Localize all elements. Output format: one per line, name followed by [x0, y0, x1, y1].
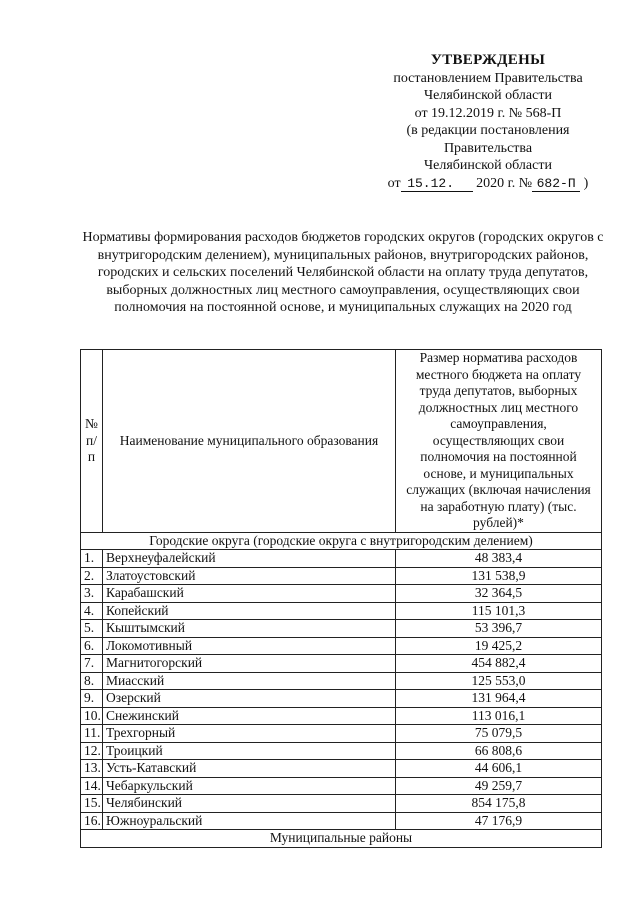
section-municipal-districts — [81, 830, 602, 848]
table-row — [81, 690, 602, 708]
table-row — [81, 672, 602, 690]
row-name: Златоустовский — [103, 567, 396, 585]
header-value: Размер норматива расходов местного бюджета на оплату труда депутатов, выборных должностных лиц местного самоуправления, осуществляющих свои полномочия на постоянной основе, и муниципальных служащих (включая начисления на заработную плату) (тыс. рублей)* — [396, 350, 602, 533]
row-value: 131 538,9 — [396, 567, 602, 585]
document-title: Нормативы формирования расходов бюджетов городских округов (городских округов с внутригородским делением), муниципальных районов, внутригородских районов, городских и сельских поселений Челябинской области на оплату труда депутатов, выборных должностных лиц местного самоуправления, осуществляющих свои полномочия на постоянной основе, и муниципальных служащих на 2020 год — [82, 230, 604, 315]
row-value: 49 259,7 — [396, 777, 602, 795]
row-num: 13. — [81, 760, 103, 778]
table-row — [81, 725, 602, 743]
row-num: 1. — [81, 550, 103, 568]
row-name: Озерский — [103, 690, 396, 708]
row-num: 14. — [81, 777, 103, 795]
row-value: 44 606,1 — [396, 760, 602, 778]
approval-title: УТВЕРЖДЕНЫ — [430, 52, 546, 68]
row-value: 66 808,6 — [396, 742, 602, 760]
row-num: 8. — [81, 672, 103, 690]
row-value: 19 425,2 — [396, 637, 602, 655]
row-num: 15. — [81, 795, 103, 813]
amendment-year: 2020 г. № — [476, 175, 533, 191]
row-name: Трехгорный — [103, 725, 396, 743]
row-value: 115 101,3 — [396, 602, 602, 620]
table-row — [81, 585, 602, 603]
amendment-line — [368, 175, 608, 193]
row-value: 53 396,7 — [396, 620, 602, 638]
approval-line-3: от 19.12.2019 г. № 568-П — [414, 105, 562, 121]
row-num: 7. — [81, 655, 103, 673]
row-value: 47 176,9 — [396, 812, 602, 830]
row-num: 16. — [81, 812, 103, 830]
row-name: Верхнеуфалейский — [103, 550, 396, 568]
approval-stamp — [368, 52, 608, 192]
table-row — [81, 812, 602, 830]
table-header-row — [81, 350, 602, 533]
row-value: 48 383,4 — [396, 550, 602, 568]
row-name: Копейский — [103, 602, 396, 620]
approval-line-5: Правительства — [443, 140, 533, 156]
approval-line-6: Челябинской области — [424, 158, 552, 173]
norms-table — [80, 349, 602, 848]
row-name: Южноуральский — [103, 812, 396, 830]
section-label: Городские округа (городские округа с внутригородским делением) — [81, 532, 602, 550]
table-row — [81, 602, 602, 620]
section-urban-districts — [81, 532, 602, 550]
row-name: Троицкий — [103, 742, 396, 760]
row-num: 12. — [81, 742, 103, 760]
row-num: 5. — [81, 620, 103, 638]
row-value: 454 882,4 — [396, 655, 602, 673]
row-num: 2. — [81, 567, 103, 585]
amendment-close: ) — [583, 175, 589, 191]
amendment-prefix: от — [387, 175, 401, 191]
row-num: 6. — [81, 637, 103, 655]
row-value: 854 175,8 — [396, 795, 602, 813]
row-value: 75 079,5 — [396, 725, 602, 743]
approval-line-1: постановлением Правительства — [393, 70, 583, 86]
amendment-date: 15.12. — [401, 177, 461, 192]
table-row — [81, 742, 602, 760]
header-name: Наименование муниципального образования — [103, 350, 396, 533]
table-row — [81, 620, 602, 638]
row-num: 4. — [81, 602, 103, 620]
row-value: 113 016,1 — [396, 707, 602, 725]
row-num: 9. — [81, 690, 103, 708]
row-value: 131 964,4 — [396, 690, 602, 708]
row-num: 3. — [81, 585, 103, 603]
amendment-number: 682-П — [532, 177, 580, 192]
table-row — [81, 760, 602, 778]
row-name: Миасский — [103, 672, 396, 690]
row-name: Чебаркульский — [103, 777, 396, 795]
row-name: Кыштымский — [103, 620, 396, 638]
row-name: Челябинский — [103, 795, 396, 813]
table-row — [81, 655, 602, 673]
table-row — [81, 550, 602, 568]
table-row — [81, 637, 602, 655]
table-row — [81, 707, 602, 725]
header-num: № п/п — [81, 350, 103, 533]
amendment-date-gap — [461, 177, 473, 192]
row-value: 32 364,5 — [396, 585, 602, 603]
approval-line-2: Челябинской области — [424, 88, 552, 103]
row-name: Локомотивный — [103, 637, 396, 655]
row-num: 11. — [81, 725, 103, 743]
row-name: Снежинский — [103, 707, 396, 725]
section-label: Муниципальные районы — [81, 830, 602, 848]
row-name: Магнитогорский — [103, 655, 396, 673]
table-row — [81, 567, 602, 585]
row-num: 10. — [81, 707, 103, 725]
row-name: Карабашский — [103, 585, 396, 603]
row-name: Усть-Катавский — [103, 760, 396, 778]
row-value: 125 553,0 — [396, 672, 602, 690]
table-row — [81, 795, 602, 813]
approval-line-4: (в редакции постановления — [406, 123, 570, 138]
table-row — [81, 777, 602, 795]
